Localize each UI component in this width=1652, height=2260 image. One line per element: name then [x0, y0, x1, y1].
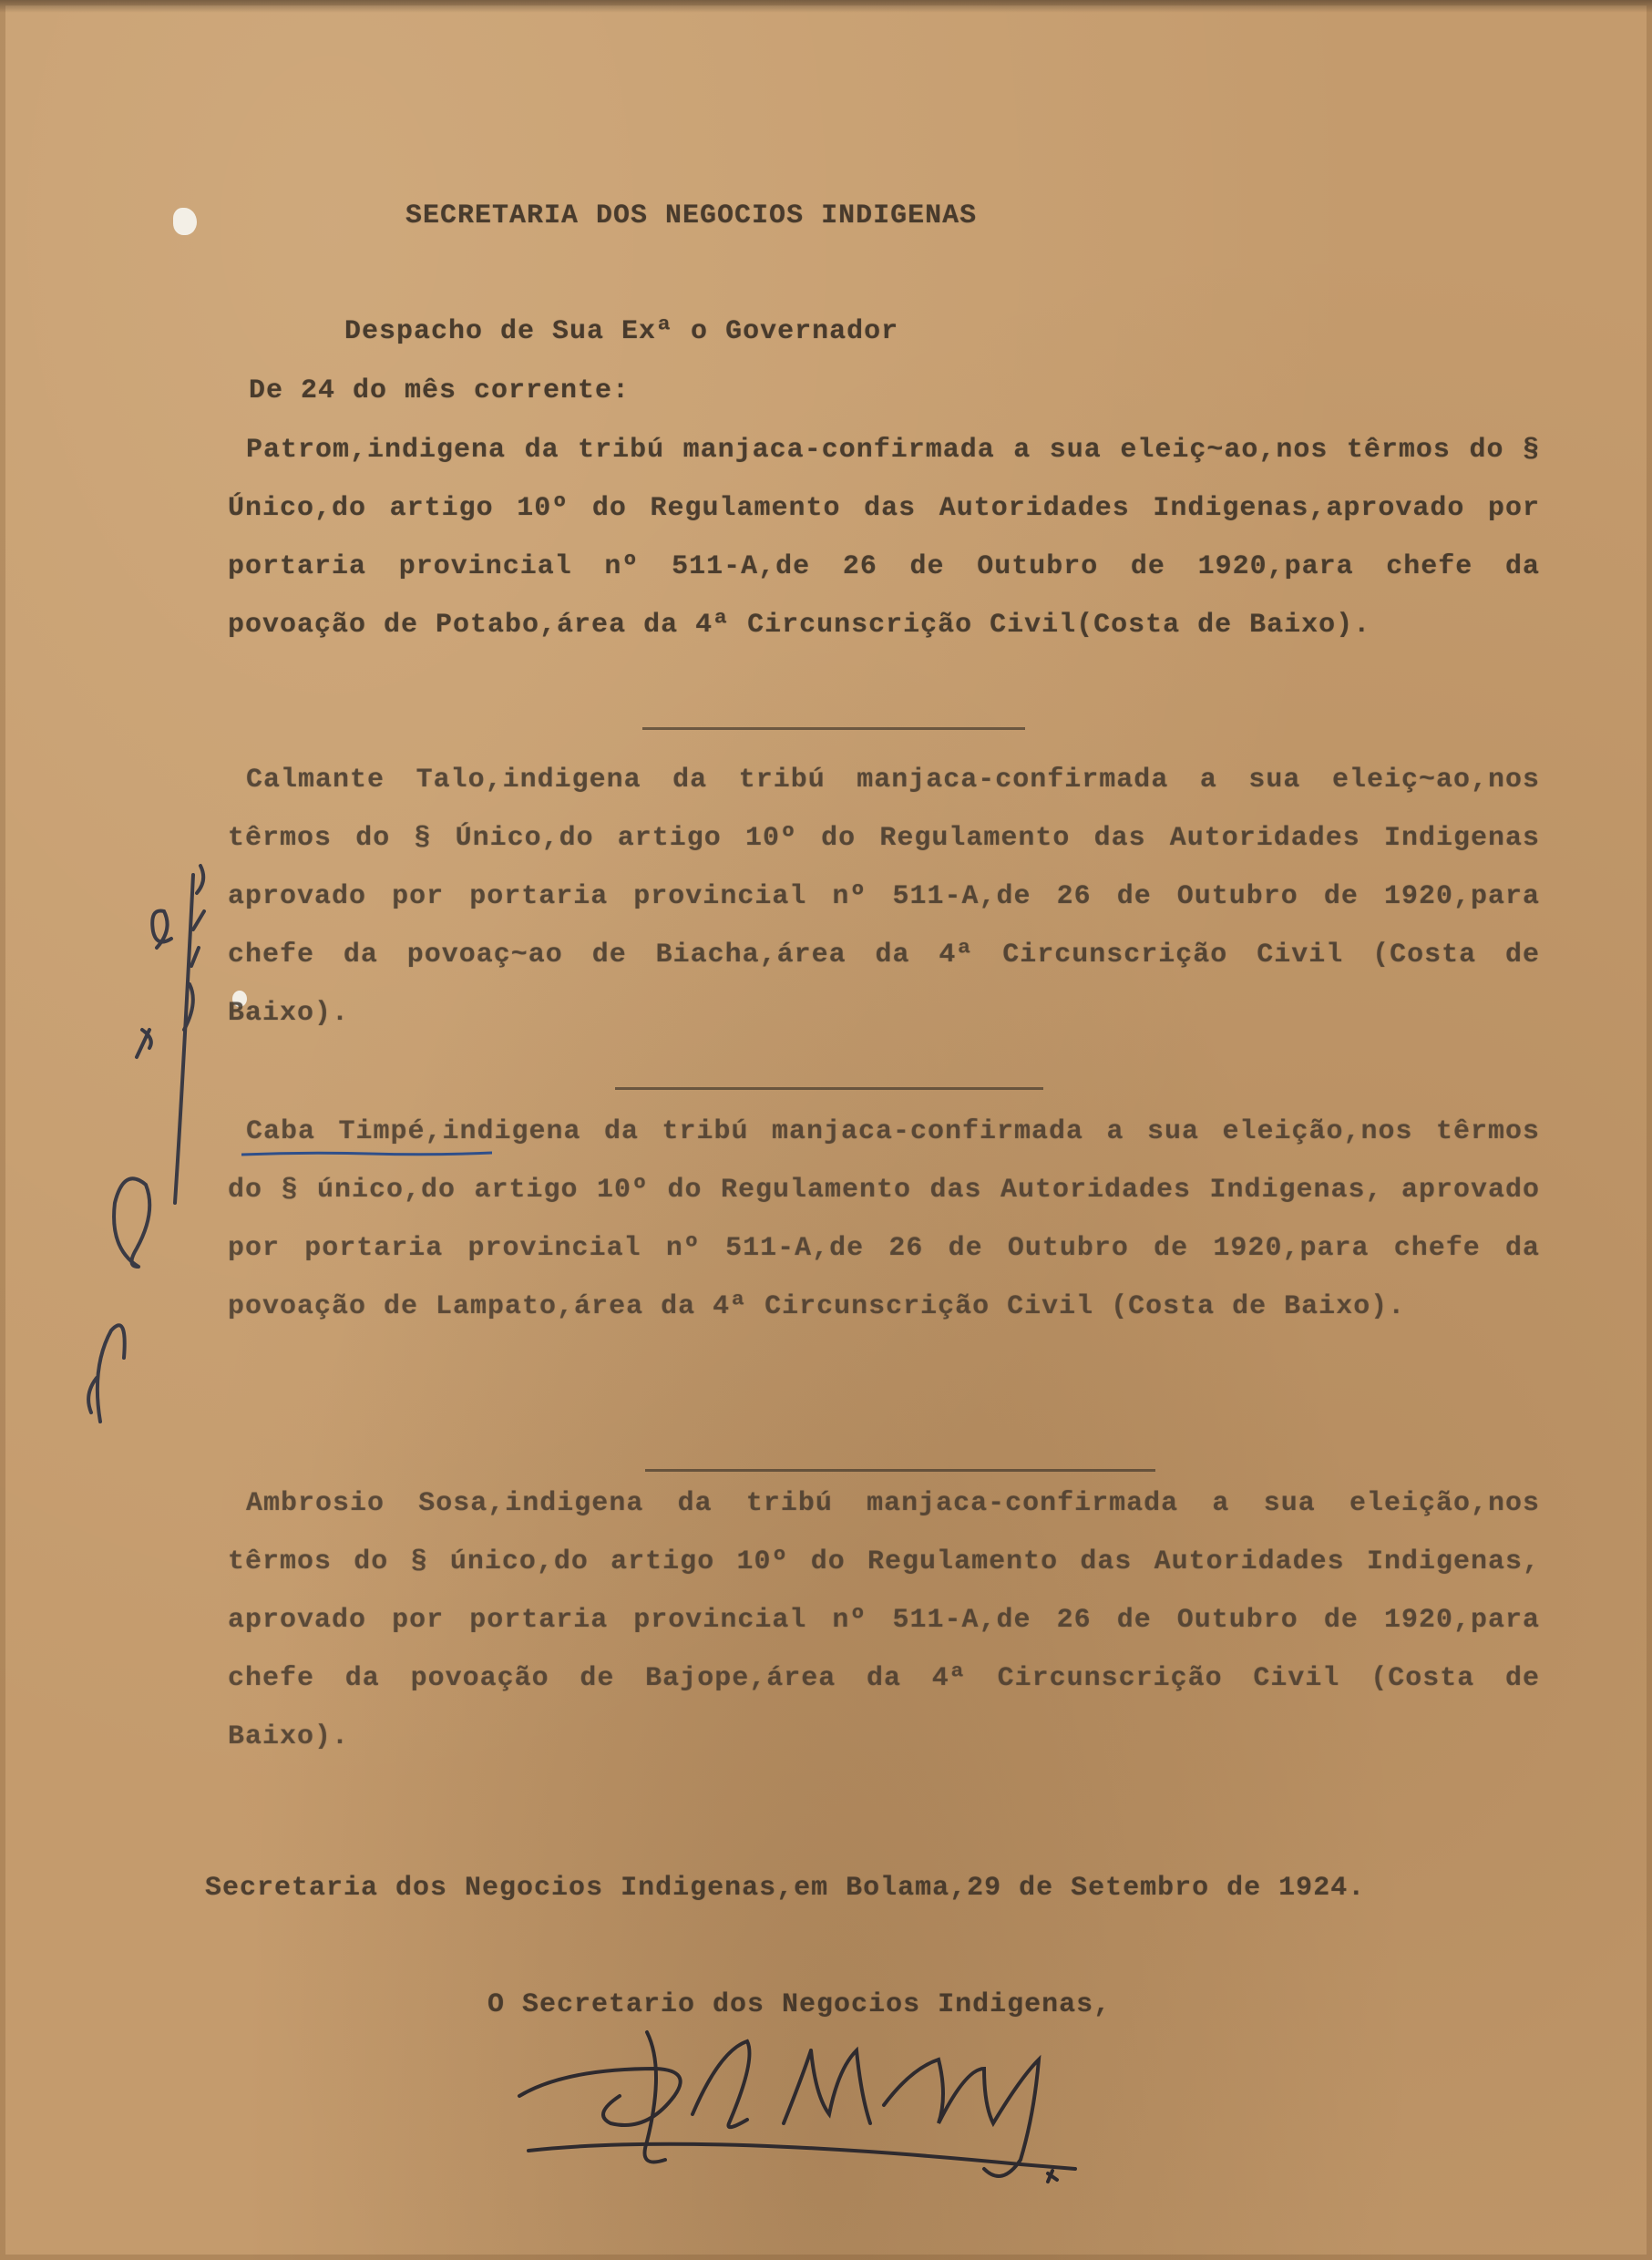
paragraph-bajope: Ambrosio Sosa,indigena da tribú manjaca-confirmada a sua eleição,nos têrmos do § único,do artigo 10º do Regulamento das Autoridades Indigenas, aprovado por portaria provincial nº 511-A,de 26 de Outubro de 1920,para chefe da povoação de Bajope,área da 4ª Circunscrição Civil (Costa de Baixo). [228, 1488, 1540, 1752]
place-and-date: Secretaria dos Negocios Indigenas,em Bolama,29 de Setembro de 1924. [205, 1873, 1366, 1904]
paragraph-lampato: Caba Timpé,indigena da tribú manjaca-confirmada a sua eleição,nos têrmos do § único,do artigo 10º do Regulamento das Autoridades Indigenas, aprovado por portaria provincial nº 511-A,de 26 de Outubro de 1920,para chefe da povoação de Lampato,área da 4ª Circunscrição Civil (Costa de Baixo). [228, 1116, 1540, 1322]
dispatch-title: Despacho de Sua Exª o Governador [344, 316, 899, 347]
separator-line [642, 727, 1025, 730]
top-edge-shadow [0, 0, 1652, 13]
document-header: SECRETARIA DOS NEGOCIOS INDIGENAS [405, 200, 978, 231]
paper-hole [173, 208, 197, 235]
separator-line [615, 1087, 1043, 1090]
signatory-title: O Secretario dos Negocios Indigenas, [487, 1989, 1112, 2020]
paragraph-biacha: Calmante Talo,indigena da tribú manjaca-confirmada a sua eleiç~ao,nos têrmos do § Único,do artigo 10º do Regulamento das Autoridades Indigenas aprovado por portaria provincial nº 511-A,de 26 de Outubro de 1920,para chefe da povoaç~ao de Biacha,área da 4ª Circunscrição Civil (Costa de Baixo). [228, 765, 1540, 1029]
dispatch-date: De 24 do mês corrente: [249, 375, 631, 406]
paragraph-potabo: Patrom,indigena da tribú manjaca-confirmada a sua eleiç~ao,nos têrmos do § Único,do artigo 10º do Regulamento das Autoridades Indigenas,aprovado por portaria provincial nº 511-A,de 26 de Outubro de 1920,para chefe da povoação de Potabo,área da 4ª Circunscrição Civil(Costa de Baixo). [228, 435, 1540, 641]
handwritten-signature [510, 2014, 1112, 2196]
separator-line [645, 1469, 1155, 1472]
handwritten-margin-note [36, 820, 219, 1458]
